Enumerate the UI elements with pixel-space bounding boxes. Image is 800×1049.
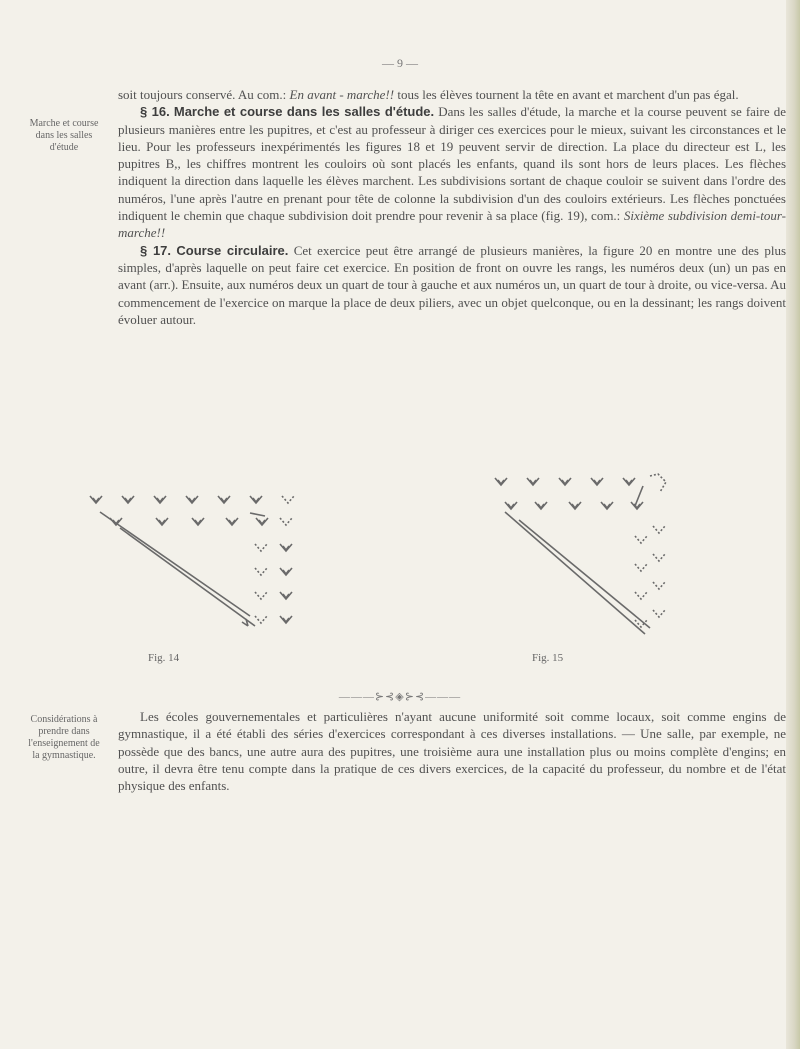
page-number: — 9 — <box>382 56 418 70</box>
upper-text-block <box>118 86 786 328</box>
section-17 <box>118 242 786 328</box>
command-text: En avant - marche!! <box>289 87 395 102</box>
section-17-title: Course circulaire. <box>176 242 289 258</box>
section-ornament: ———⊱⊰◈⊱⊰——— <box>338 691 462 703</box>
fig-14-caption: Fig. 14 <box>148 652 180 664</box>
margin-note-considerations: Considérations à prendre dans l'enseignement de la gymnastique. <box>28 714 100 761</box>
section-17-text: Cet exercice peut être arrangé de plusieurs manières, la figure 20 en montre une des plus simples, d'après laquelle on peut faire cet exercice. En position de front on ouvre les rangs, les numéros deux (un) un pas en avant (arr.). Ensuite, aux numéros deux un quart de tour à gauche et aux numéros un, un quart de tour à droite, ou vice-versa. Au commencement de l'exercice on marque la place de deux piliers, avec un objet quelconque, ou en la dessinant; les rangs doivent évoluer autour. <box>118 242 787 327</box>
lower-text-block <box>118 708 786 794</box>
section-16-number: § 16. <box>140 104 170 120</box>
fig-15-diagram <box>475 456 735 656</box>
section-16-title: Marche et course dans les salles d'étude. <box>173 104 435 120</box>
paragraph-1: soit toujours conservé. Au com.: En avant - marche!! tous les élèves tournent la tête en avant et marchent d'un pas égal. <box>118 87 739 102</box>
section-17-number: § 17. <box>140 242 172 258</box>
fig-14-diagram <box>80 466 480 666</box>
margin-note-marche: Marche et course dans les salles d'étude <box>29 118 99 153</box>
section-16-text: Dans les salles d'étude, la marche et la course peuvent se faire de plusieurs manières entre les pupitres, et c'est au professeur à diriger ces exercices pour le mieux, suivant les circonstances et le lieu. Pour les professeurs inexpérimentés les figures 18 et 19 peuvent servir de direction. La place du directeur est L, les pupitres B,, les chiffres montrent les couloirs où sont placés les enfants, quand ils sont hors de leurs places. Les flèches indiquent la direction dans laquelle les élèves marchent. Les subdivisions sortant de chaque couloir se suivent dans l'ordre des numéros, l'une après l'autre en prenant pour tête de colonne la subdivision d'un des couloirs extérieurs. Les flèches ponctuées indiquent le chemin que chaque subdivision doit prendre pour revenir à sa place (fig. 19), com.: <box>118 104 786 224</box>
section-16 <box>118 103 786 241</box>
fig-15-caption: Fig. 15 <box>532 652 564 664</box>
closing-paragraph: Les écoles gouvernementales et particulières n'ayant aucune uniformité soit comme locaux, soit comme engins de gymnastique, il a été établi des séries d'exercices correspondant à ces diverses installations. — Une salle, par exemple, ne possède que des bancs, une autre aura des pupitres, une troisième aura une installation plus ou moins complète d'engins; en outre, il devra être tenu compte dans la pratique de ces divers exercices, de la capacité du professeur, du nombre et de l'état physique des enfants. <box>118 709 786 794</box>
section-16-command: Sixième subdivision demi-tour-marche!! <box>118 208 787 241</box>
figures-area <box>0 466 800 676</box>
